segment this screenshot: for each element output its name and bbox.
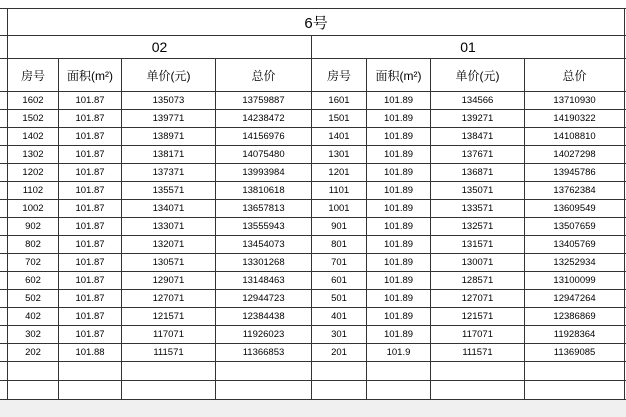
unit-02-area-cell[interactable]: 101.88 [59,344,122,362]
table-row [0,236,626,254]
edge-cell[interactable] [0,92,8,110]
edge-cell[interactable] [0,254,8,272]
unit-02-area-cell[interactable]: 101.87 [59,146,122,164]
table-row [0,308,626,326]
unit-01-total-price-cell[interactable]: 13710930 [525,92,625,110]
unit-02-area-cell[interactable]: 101.87 [59,200,122,218]
unit-01-unit-price-cell[interactable]: 134566 [431,92,525,110]
unit-01-area-cell[interactable]: 101.89 [367,254,431,272]
edge-cell[interactable] [0,200,8,218]
unit-02-area-cell[interactable]: 101.87 [59,218,122,236]
unit-01-area-cell[interactable]: 101.89 [367,308,431,326]
unit-01-total-price-cell[interactable]: 12386869 [525,308,625,326]
unit-01-area-cell[interactable]: 101.89 [367,290,431,308]
unit-01-room-number-cell[interactable]: 701 [312,254,367,272]
unit-02-unit-price-cell[interactable]: 135571 [122,182,216,200]
unit-02-total-price-cell[interactable]: 12944723 [216,290,312,308]
header-area[interactable]: 面积(m²) [367,59,431,92]
edge-cell[interactable] [0,308,8,326]
unit-02-room-number-cell[interactable]: 202 [8,344,59,362]
unit-02-unit-price-cell[interactable]: 137371 [122,164,216,182]
unit-02-room-number-cell[interactable]: 802 [8,236,59,254]
unit-01-area-cell[interactable]: 101.9 [367,344,431,362]
unit-01-area-cell[interactable]: 101.89 [367,164,431,182]
edge-cell[interactable] [0,326,8,344]
unit-02-area-cell[interactable]: 101.87 [59,290,122,308]
unit-01-room-number-cell[interactable]: 201 [312,344,367,362]
unit-row [0,36,626,59]
building-title[interactable]: 6号 [8,9,625,36]
unit-01-total-price-cell[interactable]: 14108810 [525,128,625,146]
unit-01-unit-price-cell[interactable]: 133571 [431,200,525,218]
unit-01-unit-price-cell[interactable]: 121571 [431,308,525,326]
edge-cell[interactable] [0,182,8,200]
empty-cell[interactable] [431,362,525,381]
header-total-price[interactable]: 总价 [525,59,625,92]
unit-02-room-number-cell[interactable]: 1402 [8,128,59,146]
unit-02-area-cell[interactable]: 101.87 [59,236,122,254]
table-row [0,272,626,290]
unit-01-room-number-cell[interactable]: 301 [312,326,367,344]
unit-02-area-cell[interactable]: 101.87 [59,164,122,182]
empty-cell[interactable] [122,381,216,400]
empty-row [0,381,626,400]
empty-cell[interactable] [312,381,367,400]
table-row [0,290,626,308]
table-row [0,326,626,344]
unit-02-room-number-cell[interactable]: 302 [8,326,59,344]
edge-cell[interactable] [0,110,8,128]
unit-02-label[interactable]: 02 [8,36,312,59]
unit-01-area-cell[interactable]: 101.89 [367,182,431,200]
unit-01-total-price-cell[interactable]: 13762384 [525,182,625,200]
unit-02-room-number-cell[interactable]: 1102 [8,182,59,200]
unit-02-area-cell[interactable]: 101.87 [59,92,122,110]
unit-02-total-price-cell[interactable]: 11926023 [216,326,312,344]
unit-01-unit-price-cell[interactable]: 117071 [431,326,525,344]
unit-01-room-number-cell[interactable]: 1601 [312,92,367,110]
edge-cell[interactable] [0,36,8,59]
empty-cell[interactable] [8,362,59,381]
unit-02-room-number-cell[interactable]: 1602 [8,92,59,110]
title-row [0,9,626,36]
unit-02-area-cell[interactable]: 101.87 [59,308,122,326]
unit-02-unit-price-cell[interactable]: 121571 [122,308,216,326]
unit-01-room-number-cell[interactable]: 1501 [312,110,367,128]
header-unit-price[interactable]: 单价(元) [122,59,216,92]
empty-cell[interactable] [525,381,625,400]
unit-01-room-number-cell[interactable]: 1401 [312,128,367,146]
unit-01-area-cell[interactable]: 101.89 [367,326,431,344]
unit-02-unit-price-cell[interactable]: 138971 [122,128,216,146]
unit-02-area-cell[interactable]: 101.87 [59,254,122,272]
unit-01-area-cell[interactable]: 101.89 [367,200,431,218]
price-table [0,8,626,400]
empty-cell[interactable] [0,381,8,400]
empty-cell[interactable] [216,362,312,381]
unit-01-total-price-cell[interactable]: 13609549 [525,200,625,218]
unit-02-unit-price-cell[interactable]: 139771 [122,110,216,128]
unit-01-total-price-cell[interactable]: 11928364 [525,326,625,344]
unit-02-total-price-cell[interactable]: 13454073 [216,236,312,254]
unit-01-unit-price-cell[interactable]: 137671 [431,146,525,164]
unit-02-unit-price-cell[interactable]: 132071 [122,236,216,254]
unit-01-room-number-cell[interactable]: 501 [312,290,367,308]
unit-02-total-price-cell[interactable]: 13810618 [216,182,312,200]
table-row [0,110,626,128]
unit-01-unit-price-cell[interactable]: 111571 [431,344,525,362]
unit-02-total-price-cell[interactable]: 12384438 [216,308,312,326]
header-row [0,59,626,92]
unit-02-unit-price-cell[interactable]: 134071 [122,200,216,218]
empty-cell[interactable] [367,381,431,400]
header-room[interactable]: 房号 [8,59,59,92]
unit-02-area-cell[interactable]: 101.87 [59,182,122,200]
unit-02-room-number-cell[interactable]: 1302 [8,146,59,164]
unit-02-total-price-cell[interactable]: 13759887 [216,92,312,110]
table-row [0,218,626,236]
empty-cell[interactable] [525,362,625,381]
empty-cell[interactable] [367,362,431,381]
unit-01-total-price-cell[interactable]: 13405769 [525,236,625,254]
table-row [0,128,626,146]
unit-01-room-number-cell[interactable]: 401 [312,308,367,326]
unit-01-room-number-cell[interactable]: 1101 [312,182,367,200]
table-row [0,146,626,164]
unit-01-area-cell[interactable]: 101.89 [367,272,431,290]
unit-02-unit-price-cell[interactable]: 130571 [122,254,216,272]
unit-01-unit-price-cell[interactable]: 131571 [431,236,525,254]
empty-cell[interactable] [59,362,122,381]
unit-02-total-price-cell[interactable]: 14238472 [216,110,312,128]
empty-cell[interactable] [59,381,122,400]
edge-cell[interactable] [0,236,8,254]
unit-01-total-price-cell[interactable]: 13945786 [525,164,625,182]
unit-02-room-number-cell[interactable]: 602 [8,272,59,290]
unit-02-unit-price-cell[interactable]: 135073 [122,92,216,110]
empty-cell[interactable] [0,362,8,381]
table-body [0,9,626,400]
unit-02-unit-price-cell[interactable]: 117071 [122,326,216,344]
empty-cell[interactable] [8,381,59,400]
unit-01-area-cell[interactable]: 101.89 [367,92,431,110]
empty-row [0,362,626,381]
unit-01-unit-price-cell[interactable]: 139271 [431,110,525,128]
unit-01-unit-price-cell[interactable]: 130071 [431,254,525,272]
unit-01-unit-price-cell[interactable]: 128571 [431,272,525,290]
unit-01-total-price-cell[interactable]: 14190322 [525,110,625,128]
empty-cell[interactable] [431,381,525,400]
unit-02-unit-price-cell[interactable]: 127071 [122,290,216,308]
edge-cell[interactable] [0,128,8,146]
edge-cell[interactable] [0,9,8,36]
unit-02-total-price-cell[interactable]: 14075480 [216,146,312,164]
unit-01-unit-price-cell[interactable]: 127071 [431,290,525,308]
unit-02-area-cell[interactable]: 101.87 [59,110,122,128]
table-row [0,164,626,182]
unit-02-total-price-cell[interactable]: 13657813 [216,200,312,218]
header-total-price[interactable]: 总价 [216,59,312,92]
unit-01-total-price-cell[interactable]: 12947264 [525,290,625,308]
unit-01-room-number-cell[interactable]: 601 [312,272,367,290]
empty-cell[interactable] [122,362,216,381]
unit-01-unit-price-cell[interactable]: 135071 [431,182,525,200]
unit-01-area-cell[interactable]: 101.89 [367,128,431,146]
unit-01-unit-price-cell[interactable]: 132571 [431,218,525,236]
edge-cell[interactable] [0,344,8,362]
unit-01-total-price-cell[interactable]: 13507659 [525,218,625,236]
unit-01-area-cell[interactable]: 101.89 [367,218,431,236]
unit-01-room-number-cell[interactable]: 801 [312,236,367,254]
unit-02-total-price-cell[interactable]: 13148463 [216,272,312,290]
unit-02-area-cell[interactable]: 101.87 [59,326,122,344]
unit-01-room-number-cell[interactable]: 1301 [312,146,367,164]
unit-01-unit-price-cell[interactable]: 138471 [431,128,525,146]
unit-01-area-cell[interactable]: 101.89 [367,236,431,254]
unit-02-room-number-cell[interactable]: 1502 [8,110,59,128]
unit-02-unit-price-cell[interactable]: 138171 [122,146,216,164]
unit-02-unit-price-cell[interactable]: 129071 [122,272,216,290]
empty-cell[interactable] [216,381,312,400]
edge-cell[interactable] [0,290,8,308]
unit-01-area-cell[interactable]: 101.89 [367,110,431,128]
unit-02-room-number-cell[interactable]: 1202 [8,164,59,182]
empty-cell[interactable] [312,362,367,381]
unit-02-room-number-cell[interactable]: 1002 [8,200,59,218]
unit-02-room-number-cell[interactable]: 502 [8,290,59,308]
edge-cell[interactable] [0,164,8,182]
unit-02-room-number-cell[interactable]: 402 [8,308,59,326]
unit-02-unit-price-cell[interactable]: 133071 [122,218,216,236]
table-row [0,200,626,218]
unit-02-room-number-cell[interactable]: 702 [8,254,59,272]
unit-01-label[interactable]: 01 [312,36,625,59]
unit-02-unit-price-cell[interactable]: 111571 [122,344,216,362]
unit-02-total-price-cell[interactable]: 13555943 [216,218,312,236]
unit-02-total-price-cell[interactable]: 13993984 [216,164,312,182]
unit-01-area-cell[interactable]: 101.89 [367,146,431,164]
table-row [0,182,626,200]
unit-01-total-price-cell[interactable]: 14027298 [525,146,625,164]
unit-01-room-number-cell[interactable]: 1001 [312,200,367,218]
unit-02-area-cell[interactable]: 101.87 [59,272,122,290]
table-row [0,254,626,272]
unit-01-total-price-cell[interactable]: 13252934 [525,254,625,272]
unit-02-room-number-cell[interactable]: 902 [8,218,59,236]
header-area[interactable]: 面积(m²) [59,59,122,92]
unit-02-total-price-cell[interactable]: 14156976 [216,128,312,146]
edge-cell[interactable] [0,218,8,236]
table-row [0,344,626,362]
edge-cell[interactable] [0,272,8,290]
header-room[interactable]: 房号 [312,59,367,92]
table-row [0,92,626,110]
edge-cell[interactable] [0,59,8,92]
unit-01-unit-price-cell[interactable]: 136871 [431,164,525,182]
edge-cell[interactable] [0,146,8,164]
unit-01-room-number-cell[interactable]: 1201 [312,164,367,182]
unit-01-room-number-cell[interactable]: 901 [312,218,367,236]
header-unit-price[interactable]: 单价(元) [431,59,525,92]
unit-01-total-price-cell[interactable]: 11369085 [525,344,625,362]
unit-01-total-price-cell[interactable]: 13100099 [525,272,625,290]
unit-02-total-price-cell[interactable]: 11366853 [216,344,312,362]
unit-02-area-cell[interactable]: 101.87 [59,128,122,146]
unit-02-total-price-cell[interactable]: 13301268 [216,254,312,272]
